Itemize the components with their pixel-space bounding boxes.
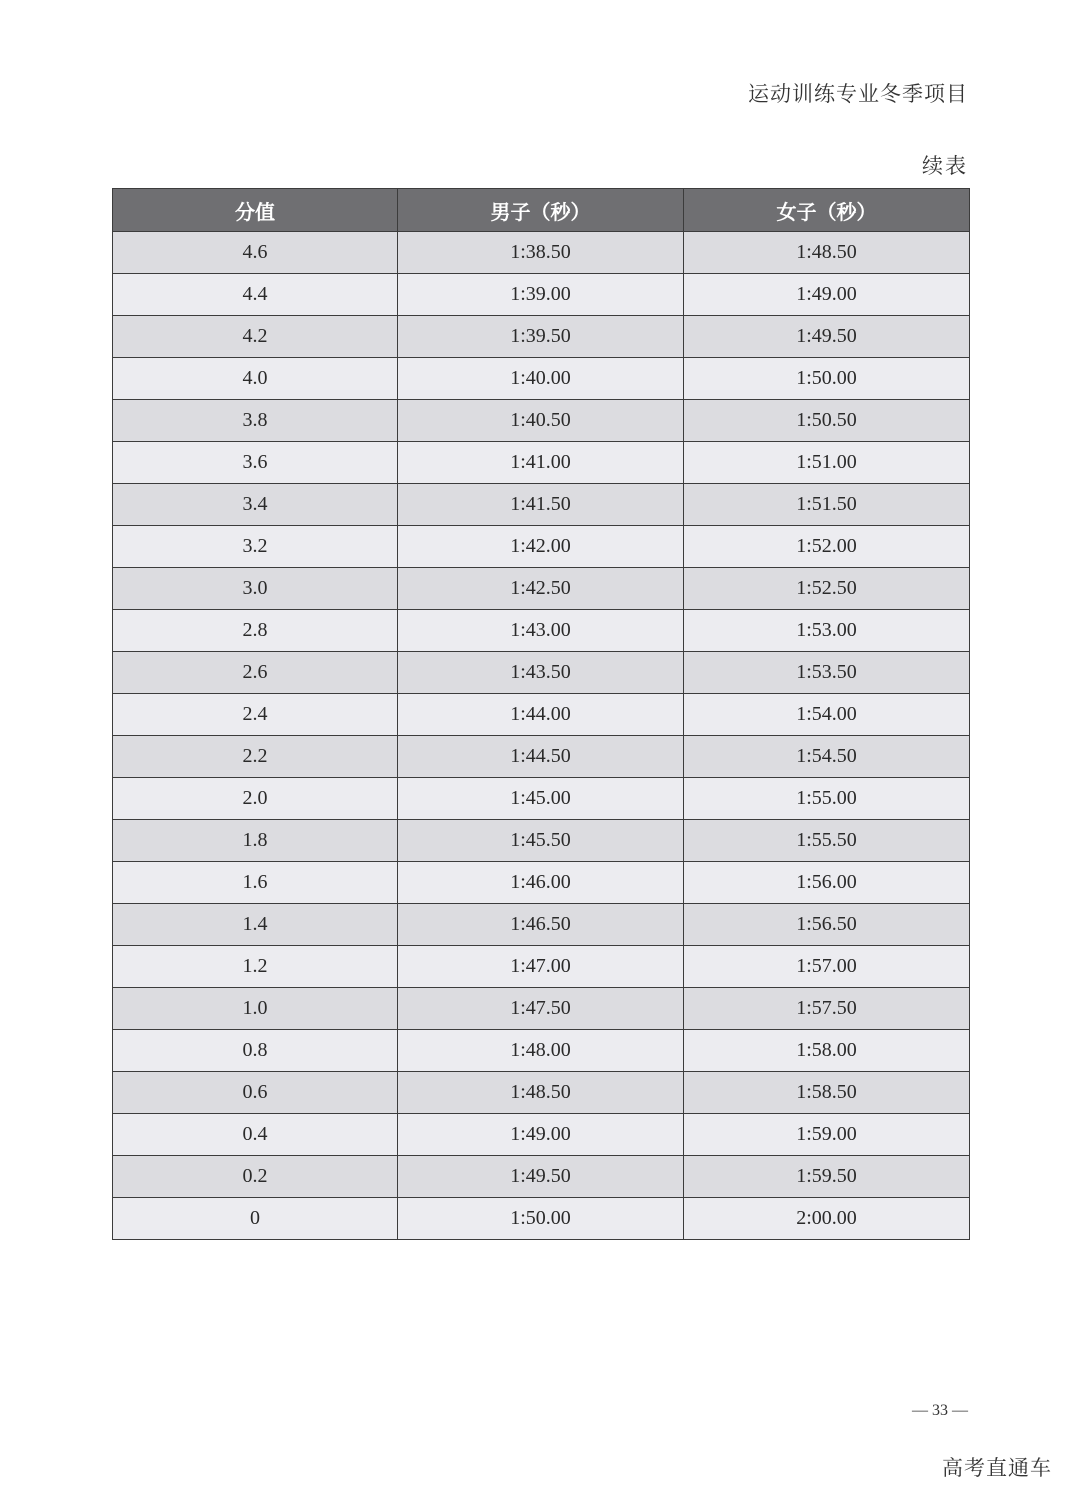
cell-men-time: 1:47.00 (398, 946, 684, 988)
cell-men-time: 1:42.00 (398, 526, 684, 568)
cell-women-time: 1:53.50 (684, 652, 970, 694)
cell-score: 3.2 (113, 526, 398, 568)
table-row (113, 1030, 970, 1072)
table-row (113, 610, 970, 652)
cell-women-time: 1:55.50 (684, 820, 970, 862)
cell-men-time: 1:39.50 (398, 316, 684, 358)
cell-women-time: 1:52.50 (684, 568, 970, 610)
table-body (113, 232, 970, 1240)
page-number: — 33 — (912, 1402, 968, 1419)
cell-men-time: 1:46.00 (398, 862, 684, 904)
table-row (113, 694, 970, 736)
cell-women-time: 1:50.50 (684, 400, 970, 442)
cell-women-time: 2:00.00 (684, 1198, 970, 1240)
cell-men-time: 1:40.00 (398, 358, 684, 400)
cell-men-time: 1:44.50 (398, 736, 684, 778)
cell-score: 3.6 (113, 442, 398, 484)
cell-score: 0.8 (113, 1030, 398, 1072)
cell-women-time: 1:58.00 (684, 1030, 970, 1072)
cell-men-time: 1:48.50 (398, 1072, 684, 1114)
cell-men-time: 1:45.50 (398, 820, 684, 862)
table-row (113, 778, 970, 820)
table-row (113, 400, 970, 442)
cell-women-time: 1:59.00 (684, 1114, 970, 1156)
cell-women-time: 1:51.00 (684, 442, 970, 484)
cell-score: 2.2 (113, 736, 398, 778)
cell-score: 2.6 (113, 652, 398, 694)
cell-men-time: 1:44.00 (398, 694, 684, 736)
cell-men-time: 1:45.00 (398, 778, 684, 820)
table-row (113, 988, 970, 1030)
table-row (113, 1156, 970, 1198)
table-row (113, 316, 970, 358)
table-row (113, 946, 970, 988)
cell-score: 3.8 (113, 400, 398, 442)
table-row (113, 484, 970, 526)
cell-men-time: 1:38.50 (398, 232, 684, 274)
column-header-men: 男子（秒） (398, 189, 684, 232)
cell-women-time: 1:50.00 (684, 358, 970, 400)
cell-score: 1.6 (113, 862, 398, 904)
cell-men-time: 1:49.00 (398, 1114, 684, 1156)
cell-score: 2.4 (113, 694, 398, 736)
table-row (113, 442, 970, 484)
cell-score: 1.0 (113, 988, 398, 1030)
cell-score: 0 (113, 1198, 398, 1240)
cell-score: 1.4 (113, 904, 398, 946)
cell-score: 1.2 (113, 946, 398, 988)
cell-score: 0.2 (113, 1156, 398, 1198)
table-row (113, 232, 970, 274)
cell-women-time: 1:51.50 (684, 484, 970, 526)
cell-women-time: 1:58.50 (684, 1072, 970, 1114)
cell-men-time: 1:47.50 (398, 988, 684, 1030)
table-row (113, 862, 970, 904)
table-row (113, 526, 970, 568)
cell-men-time: 1:40.50 (398, 400, 684, 442)
cell-women-time: 1:53.00 (684, 610, 970, 652)
column-header-score: 分值 (113, 189, 398, 232)
cell-men-time: 1:41.00 (398, 442, 684, 484)
cell-score: 4.6 (113, 232, 398, 274)
continued-label: 续表 (922, 154, 968, 178)
cell-women-time: 1:59.50 (684, 1156, 970, 1198)
cell-women-time: 1:55.00 (684, 778, 970, 820)
score-table (112, 188, 970, 1240)
column-header-women: 女子（秒） (684, 189, 970, 232)
cell-women-time: 1:57.50 (684, 988, 970, 1030)
cell-women-time: 1:56.50 (684, 904, 970, 946)
cell-men-time: 1:48.00 (398, 1030, 684, 1072)
table-row (113, 1072, 970, 1114)
running-header: 运动训练专业冬季项目 (748, 82, 968, 106)
cell-score: 2.8 (113, 610, 398, 652)
table-row (113, 274, 970, 316)
cell-women-time: 1:54.50 (684, 736, 970, 778)
table-row (113, 1114, 970, 1156)
cell-score: 0.6 (113, 1072, 398, 1114)
cell-men-time: 1:41.50 (398, 484, 684, 526)
cell-women-time: 1:56.00 (684, 862, 970, 904)
cell-men-time: 1:42.50 (398, 568, 684, 610)
table-row (113, 736, 970, 778)
table-row (113, 358, 970, 400)
table-header-row (113, 189, 970, 232)
cell-women-time: 1:49.00 (684, 274, 970, 316)
cell-women-time: 1:49.50 (684, 316, 970, 358)
cell-score: 2.0 (113, 778, 398, 820)
cell-score: 1.8 (113, 820, 398, 862)
cell-score: 0.4 (113, 1114, 398, 1156)
cell-men-time: 1:46.50 (398, 904, 684, 946)
table-row (113, 1198, 970, 1240)
table-row (113, 652, 970, 694)
cell-women-time: 1:52.00 (684, 526, 970, 568)
cell-score: 4.2 (113, 316, 398, 358)
table-row (113, 904, 970, 946)
cell-score: 3.4 (113, 484, 398, 526)
cell-women-time: 1:48.50 (684, 232, 970, 274)
cell-men-time: 1:39.00 (398, 274, 684, 316)
cell-women-time: 1:57.00 (684, 946, 970, 988)
cell-men-time: 1:43.00 (398, 610, 684, 652)
watermark-text: 高考直通车 (942, 1456, 1052, 1480)
cell-score: 4.4 (113, 274, 398, 316)
table-row (113, 820, 970, 862)
cell-score: 3.0 (113, 568, 398, 610)
cell-men-time: 1:49.50 (398, 1156, 684, 1198)
table-row (113, 568, 970, 610)
cell-women-time: 1:54.00 (684, 694, 970, 736)
cell-men-time: 1:50.00 (398, 1198, 684, 1240)
cell-score: 4.0 (113, 358, 398, 400)
cell-men-time: 1:43.50 (398, 652, 684, 694)
